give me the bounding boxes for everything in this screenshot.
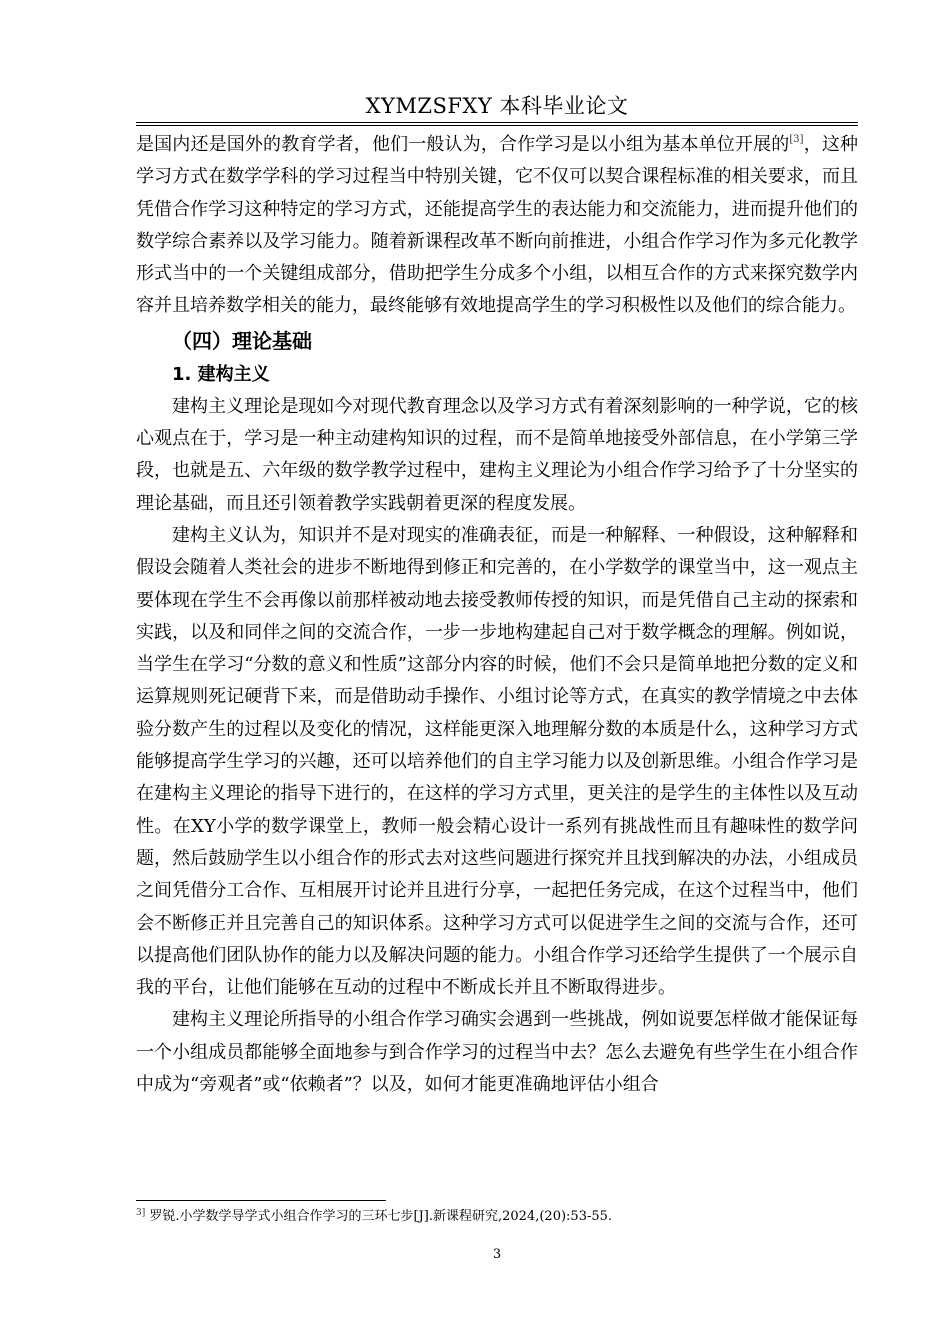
page-header-title: XYMZSFXY 本科毕业论文 <box>365 94 629 118</box>
paragraph-1-start: 是国内还是国外的教育学者，他们一般认为，合作学习是以小组为基本单位开展的 <box>136 134 790 155</box>
footnote <box>136 1207 858 1227</box>
section-heading: （四）理论基础 <box>172 328 312 353</box>
paragraph-1-rest: ，这种学习方式在数学学科的学习过程当中特别关键，它不仅可以契合课程标准的相关要求，而且凭借合作学习这种特定的学习方式，还能提高学生的表达能力和交流能力，进而提升他们的数学综合素养以及学习能力。随着新课程改革不断向前推进，小组合作学习作为多元化教学形式当中的一个关键组成部分，借助把学生分成多个小组，以相互合作的方式来探究数学内容并且培养数学相关的能力，最终能够有效地提高学生的学习积极性以及他们的综合能力。 <box>136 134 859 317</box>
paragraph-2: 建构主义理论是现如今对现代教育理念以及学习方式有着深刻影响的一种学说，它的核心观点在于，学习是一种主动建构知识的过程，而不是简单地接受外部信息，在小学第三学段，也就是五、六年级的数学教学过程中，建构主义理论为小组合作学习给予了十分坚实的理论基础，而且还引领着教学实践朝着更深的程度发展。 <box>136 395 858 514</box>
paragraph-3: 建构主义认为，知识并不是对现实的准确表征，而是一种解释、一种假设，这种解释和假设会随着人类社会的进步不断地得到修正和完善的，在小学数学的课堂当中，这一观点主要体现在学生不会再像以前那样被动地去接受教师传授的知识，而是凭借自己主动的探索和实践，以及和同伴之间的交流合作，一步一步地构建起自己对于数学概念的理解。例如说，当学生在学习“分数的意义和性质”这部分内容的时候，他们不会只是简单地把分数的定义和运算规则死记硬背下来，而是借助动手操作、小组讨论等方式，在真实的教学情境之中去体验分数产生的过程以及变化的情况，这样能更深入地理解分数的本质是什么，这种学习方式能够提高学生学习的兴趣，还可以培养他们的自主学习能力以及创新思维。小组合作学习是在建构主义理论的指导下进行的，在这样的学习方式里，更关注的是学生的主体性以及互动性。在XY小学的数学课堂上，教师一般会精心设计一系列有挑战性而且有趣味性的数学问题，然后鼓励学生以小组合作的形式去对这些问题进行探究并且找到解决的办法，小组成员之间凭借分工合作、互相展开讨论并且进行分享，一起把任务完成，在这个过程当中，他们会不断修正并且完善自己的知识体系。这种学习方式可以促进学生之间的交流与合作，还可以提高他们团队协作的能力以及解决问题的能力。小组合作学习还给学生提供了一个展示自我的平台，让他们能够在互动的过程中不断成长并且不断取得进步。 <box>136 524 858 999</box>
page-number: 3 <box>492 1247 502 1262</box>
subsection-heading: 1. 建构主义 <box>172 363 270 385</box>
header-rule <box>136 122 858 123</box>
footnote-separator <box>136 1200 386 1201</box>
citation-ref-3: [3] <box>789 134 804 145</box>
paragraph-1 <box>136 129 858 323</box>
paragraph-4: 建构主义理论所指导的小组合作学习确实会遇到一些挑战，例如说要怎样做才能保证每一个小组成员都能够全面地参与到合作学习的过程当中去？怎么去避免有些学生在小组合作中成为“旁观者”或“依赖者”？以及，如何才能更准确地评估小组合 <box>136 1009 858 1096</box>
footnote-text: 罗锐.小学数学导学式小组合作学习的三环七步[J].新课程研究,2024,(20):53-55. <box>149 1209 613 1224</box>
header-rule-thin <box>136 125 858 126</box>
page-body <box>136 129 858 1101</box>
footnote-ref: 3] <box>136 1208 146 1218</box>
